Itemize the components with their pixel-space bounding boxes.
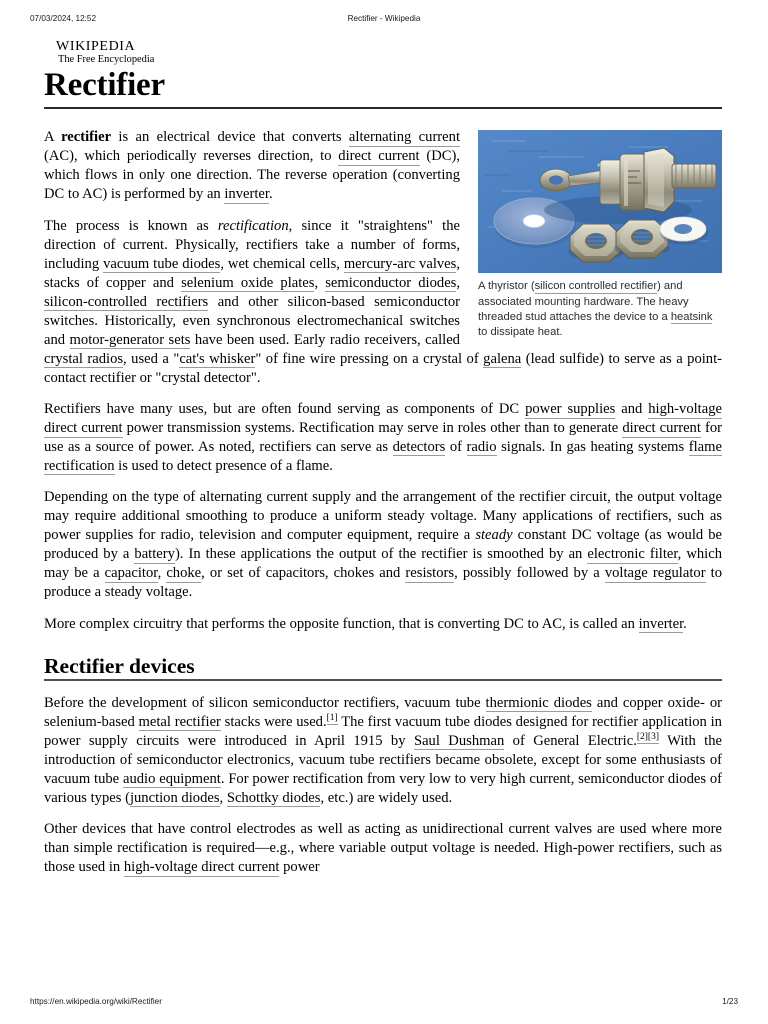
wiki-link[interactable]: voltage regulator: [604, 565, 706, 582]
wiki-link[interactable]: inverter: [638, 615, 684, 632]
wiki-link[interactable]: choke: [166, 565, 202, 582]
section-divider: [44, 679, 722, 681]
section-heading-rectifier-devices: Rectifier devices: [44, 653, 195, 678]
wiki-link[interactable]: silicon-controlled rectifiers: [44, 293, 209, 310]
wiki-link[interactable]: capacitor: [104, 565, 158, 582]
wiki-link[interactable]: heatsink: [670, 310, 713, 323]
citation-link[interactable]: [2]: [636, 732, 648, 742]
paragraph-text: Before the development of silicon semiconductor rectifiers, vacuum tube thermionic diodes and copper oxide- or selenium-based metal rectifier stacks were used.[1] The first vacuum tube diodes designed for rectifier application in power supply circuits were introduced in April 1915 by Saul Dushman of General Electric.[2][3] With the introduction of semiconductor electronics, vacuum tube rectifiers became obsolete, except for some enthusiasts of vacuum tube audio equipment. For power rectification from very low to very high current, semiconductor diodes of various types (junction diodes, Schottky diodes, etc.) are widely used.: [44, 694, 722, 806]
print-header-title: Rectifier - Wikipedia: [347, 14, 421, 23]
citation-link[interactable]: [1]: [326, 713, 338, 724]
wiki-link[interactable]: junction diodes: [129, 789, 220, 806]
lead-paragraph-5: [44, 615, 722, 634]
paragraph-text: The process is known as rectification, since it "straightens" the direction of current. Physically, rectifiers take a number of forms, including vacuum tube diodes, wet chemical cells, mercury-arc valves, stacks of copper and selenium oxide plates, semiconductor diodes, silicon-controlled rectifiers and other silicon-based semiconductor switches. Historically, even synchronous electromechanical switches and motor-generator sets have been used. Early radio receivers, called crystal radios, used a "cat's whisker" of fine wire pressing on a crystal of galena (lead sulfide) to serve as a point-contact rectifier or "crystal detector".: [44, 217, 723, 386]
print-footer-page-number: 1/23: [722, 997, 738, 1006]
wiki-link[interactable]: power supplies: [525, 401, 616, 418]
print-header: [0, 14, 768, 28]
wiki-link[interactable]: flame rectification: [44, 438, 722, 474]
wikipedia-tagline: The Free Encyclopedia: [58, 54, 155, 65]
lead-paragraph-4: [44, 488, 722, 602]
citation-reference[interactable]: [648, 732, 659, 744]
caption-text: A thyristor (silicon controlled rectifier) and associated mounting hardware. The heavy threaded stud attaches the device to a heatsink to dissipate heat.: [478, 280, 713, 339]
paragraph-text: Other devices that have control electrodes as well as acting as unidirectional current valves are used where more than simple rectification is required—e.g., where variable output voltage is needed. High-power rectifiers, such as those used in high-voltage direct current power: [44, 821, 722, 876]
wiki-link[interactable]: mercury-arc valves: [343, 255, 457, 272]
wiki-link[interactable]: inverter: [224, 186, 269, 203]
thyristor-photo: [478, 130, 722, 273]
bold-text: rectifier: [61, 129, 112, 146]
wiki-link[interactable]: Saul Dushman: [413, 732, 505, 749]
wiki-link[interactable]: selenium oxide plates: [181, 274, 315, 291]
paragraph-text: Rectifiers have many uses, but are often found serving as components of DC power supplies and high-voltage direct current power transmission systems. Rectification may serve in roles other than to generate direct current for use as a source of power. As noted, rectifiers can serve as detectors of radio signals. In gas heating systems flame rectification is used to detect presence of a flame.: [44, 401, 722, 474]
wiki-link[interactable]: alternating current: [348, 129, 461, 146]
wikipedia-wordmark: wikipedia: [56, 33, 136, 55]
figure-caption: [478, 279, 722, 340]
paragraph-text: A rectifier is an electrical device that converts alternating current (AC), which periodically reverses direction, to direct current (DC), which flows in only one direction. The reverse operation (converting DC to AC) is performed by an inverter.: [44, 129, 461, 203]
wiki-link[interactable]: high-voltage direct current: [44, 401, 722, 437]
citation-reference[interactable]: [327, 713, 338, 725]
wiki-link[interactable]: battery: [134, 546, 175, 563]
wiki-link[interactable]: galena: [483, 350, 522, 367]
paragraph-text: More complex circuitry that performs the opposite function, that is converting DC to AC, is called an inverter.: [44, 615, 687, 632]
wiki-link[interactable]: detectors: [392, 438, 446, 455]
print-header-datetime: 07/03/2024, 12:52: [30, 14, 97, 23]
wiki-link[interactable]: semiconductor diodes: [325, 274, 457, 291]
wiki-link[interactable]: motor-generator sets: [69, 331, 191, 348]
wiki-link[interactable]: high-voltage direct current: [123, 859, 280, 876]
print-footer: [0, 997, 768, 1010]
wiki-link[interactable]: metal rectifier: [138, 713, 221, 730]
wiki-link[interactable]: direct current: [338, 148, 420, 165]
italic-text: rectification: [217, 217, 289, 234]
wiki-link[interactable]: vacuum tube diodes: [103, 255, 221, 272]
wiki-link[interactable]: Schottky diodes: [226, 789, 321, 806]
wiki-link[interactable]: cat's whisker: [179, 350, 256, 367]
page-content: [44, 34, 722, 877]
wiki-link[interactable]: audio equipment: [122, 770, 221, 787]
wiki-link[interactable]: thermionic diodes: [485, 694, 592, 711]
wiki-link[interactable]: electronic filter: [587, 546, 678, 563]
lead-paragraph-3: [44, 400, 722, 476]
italic-text: steady: [475, 527, 513, 544]
wiki-link[interactable]: crystal radios: [44, 350, 124, 367]
wiki-link[interactable]: resistors: [405, 565, 455, 582]
wiki-link[interactable]: radio: [466, 438, 497, 455]
thyristor-figure: [478, 130, 722, 340]
citation-reference[interactable]: [637, 732, 648, 744]
wiki-link[interactable]: silicon controlled rectifier: [534, 280, 658, 293]
title-divider: [44, 107, 722, 109]
wikipedia-logo: [56, 34, 722, 66]
citation-link[interactable]: [3]: [647, 732, 659, 742]
section-paragraph-1: [44, 694, 722, 808]
page-title: Rectifier: [44, 67, 165, 104]
print-footer-url: https://en.wikipedia.org/wiki/Rectifier: [30, 997, 162, 1006]
section-paragraph-2: [44, 820, 722, 877]
wiki-link[interactable]: direct current: [622, 420, 701, 437]
paragraph-text: Depending on the type of alternating current supply and the arrangement of the rectifier circuit, the output voltage may require additional smoothing to produce a uniform steady voltage. Many applications of rectifiers, such as power supplies for radio, television and computer equipment, require a steady constant DC voltage (as would be produced by a battery). In these applications the output of the rectifier is smoothed by an electronic filter, which may be a capacitor, choke, or set of capacitors, chokes and resistors, possibly followed by a voltage regulator to produce a steady voltage.: [44, 489, 723, 601]
